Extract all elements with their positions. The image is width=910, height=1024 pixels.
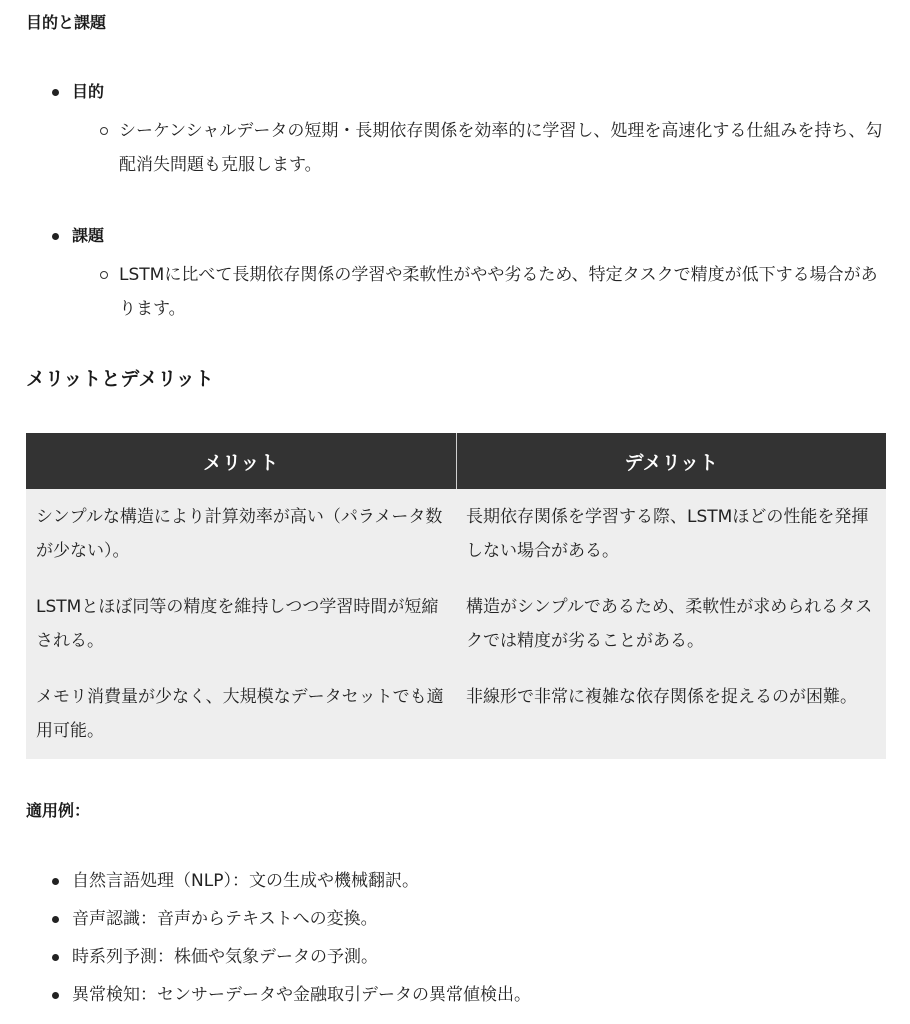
merit-cell: メモリ消費量が少なく、大規模なデータセットでも適用可能。 [26, 669, 456, 759]
purpose-issue-heading: 目的と課題 [26, 13, 107, 32]
table-row [26, 489, 886, 579]
issue-description: LSTMに比べて長期依存関係の学習や柔軟性がやや劣るため、特定タスクで精度が低下する場合があります。 [119, 265, 878, 319]
merit-cell: シンプルな構造により計算効率が高い（パラメータ数が少ない）。 [26, 489, 456, 579]
merits-table [26, 433, 886, 759]
bullet-disc-icon [52, 878, 59, 885]
application-text: 自然言語処理（NLP）：文の生成や機械翻訳。 [72, 871, 419, 891]
applications-heading: 適用例： [26, 801, 91, 820]
demerit-cell: 構造がシンプルであるため、柔軟性が求められるタスクでは精度が劣ることがある。 [456, 579, 886, 669]
purpose-description: シーケンシャルデータの短期・長期依存関係を効率的に学習し、処理を高速化する仕組みを持ち、勾配消失問題も克服します。 [119, 121, 883, 175]
bullet-disc-icon [52, 954, 59, 961]
purpose-label: 目的 [72, 82, 105, 101]
issue-label: 課題 [72, 226, 105, 245]
merits-heading: メリットとデメリット [26, 368, 214, 390]
list-item [52, 944, 378, 970]
list-item [52, 906, 378, 932]
list-item [52, 868, 419, 894]
bullet-circle-icon [100, 271, 108, 279]
bullet-disc-icon [52, 992, 59, 999]
issue-description-item [100, 258, 890, 326]
purpose-description-item [100, 114, 890, 182]
merit-cell: LSTMとほぼ同等の精度を維持しつつ学習時間が短縮される。 [26, 579, 456, 669]
list-item [52, 982, 531, 1008]
issue-bullet [52, 224, 104, 248]
application-text: 時系列予測：株価や気象データの予測。 [72, 947, 378, 967]
demerit-cell: 長期依存関係を学習する際、LSTMほどの性能を発揮しない場合がある。 [456, 489, 886, 579]
application-text: 異常検知：センサーデータや金融取引データの異常値検出。 [72, 985, 531, 1005]
demerit-column-header: デメリット [456, 433, 886, 489]
table-row [26, 669, 886, 759]
merits-table-container [26, 433, 886, 759]
bullet-disc-icon [52, 89, 59, 96]
application-text: 音声認識：音声からテキストへの変換。 [72, 909, 378, 929]
table-header-row [26, 433, 886, 489]
demerit-cell: 非線形で非常に複雑な依存関係を捉えるのが困難。 [456, 669, 886, 759]
bullet-circle-icon [100, 127, 108, 135]
bullet-disc-icon [52, 916, 59, 923]
purpose-bullet [52, 80, 104, 104]
merit-column-header: メリット [26, 433, 456, 489]
bullet-disc-icon [52, 233, 59, 240]
table-row [26, 579, 886, 669]
